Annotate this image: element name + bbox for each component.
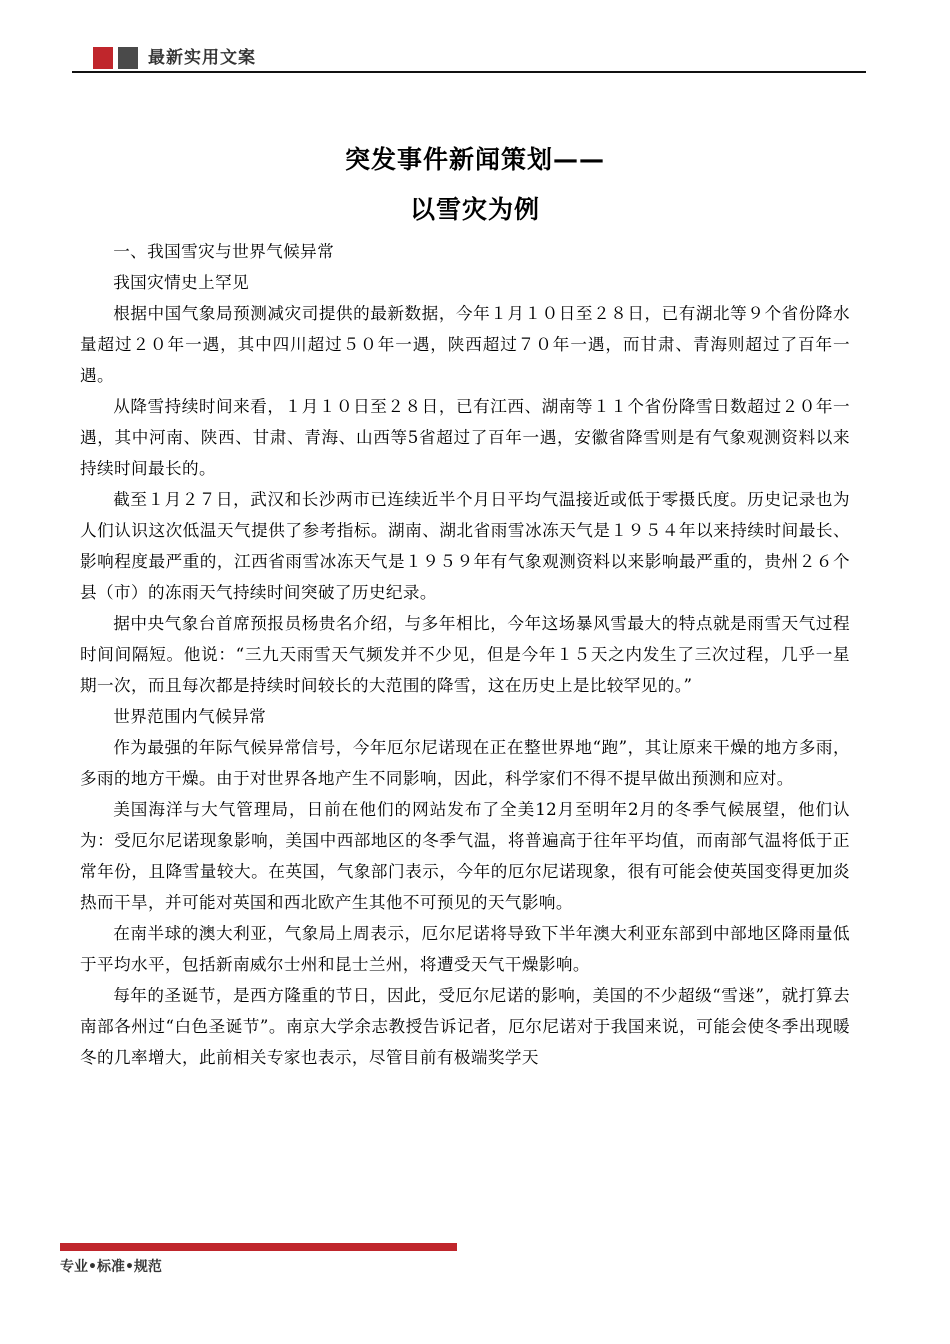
document-title-line-1: 突发事件新闻策划—— — [344, 145, 605, 174]
paragraph: 每年的圣诞节，是西方隆重的节日，因此，受厄尔尼诺的影响，美国的不少超级“雪迷”，就打算去南部各州过“白色圣诞节”。南京大学余志教授告诉记者，厄尔尼诺对于我国来说，可能会使冬季出现暖冬的几率增大，此前相关专家也表示，尽管目前有极端奖学天 — [80, 986, 850, 1067]
paragraph: 在南半球的澳大利亚，气象局上周表示，厄尔尼诺将导致下半年澳大利亚东部到中部地区降雨量低于平均水平，包括新南威尔士州和昆士兰州，将遭受天气干燥影响。 — [80, 924, 850, 974]
footer-text: 专业•标准•规范 — [60, 1259, 162, 1275]
header-gray-block — [118, 47, 138, 69]
paragraph: 从降雪持续时间来看，１月１０日至２８日，已有江西、湖南等１１个省份降雪日数超过２０年一遇，其中河南、陕西、甘肃、青海、山西等5省超过了百年一遇，安徽省降雪则是有气象观测资料以来持续时间最长的。 — [80, 397, 850, 478]
paragraph: 根据中国气象局预测减灾司提供的最新数据，今年１月１０日至２８日，已有湖北等９个省份降水量超过２０年一遇，其中四川超过５０年一遇，陕西超过７０年一遇，而甘肃、青海则超过了百年一遇。 — [80, 304, 850, 385]
footer-red-bar — [60, 1243, 457, 1251]
document-body — [80, 236, 850, 1073]
subheading: 我国灾情史上罕见 — [113, 273, 250, 292]
subheading: 世界范围内气候异常 — [113, 707, 267, 726]
document-title-line-2: 以雪灾为例 — [409, 195, 540, 224]
paragraph: 截至１月２７日，武汉和长沙两市已连续近半个月日平均气温接近或低于零摄氏度。历史记录也为人们认识这次低温天气提供了参考指标。湖南、湖北省雨雪冰冻天气是１９５４年以来持续时间最长、影响程度最严重的，江西省雨雪冰冻天气是１９５９年有气象观测资料以来影响最严重的，贵州２６个县（市）的冻雨天气持续时间突破了历史纪录。 — [80, 490, 850, 602]
paragraph: 美国海洋与大气管理局，日前在他们的网站发布了全美12月至明年2月的冬季气候展望，他们认为：受厄尔尼诺现象影响，美国中西部地区的冬季气温，将普遍高于往年平均值，而南部气温将低于正常年份，且降雪量较大。在英国，气象部门表示，今年的厄尔尼诺现象，很有可能会使英国变得更加炎热而干旱，并可能对英国和西北欧产生其他不可预见的天气影响。 — [80, 800, 850, 912]
header-title: 最新实用文案 — [148, 48, 256, 68]
header-red-block — [93, 47, 113, 69]
paragraph: 作为最强的年际气候异常信号，今年厄尔尼诺现在正在整世界地“跑”，其让原来干燥的地方多雨，多雨的地方干燥。由于对世界各地产生不同影响，因此，科学家们不得不提早做出预测和应对。 — [80, 738, 850, 788]
header-rule — [72, 71, 866, 73]
section-heading: 一、我国雪灾与世界气候异常 — [113, 242, 335, 261]
paragraph: 据中央气象台首席预报员杨贵名介绍，与多年相比，今年这场暴风雪最大的特点就是雨雪天气过程时间间隔短。他说：“三九天雨雪天气频发并不少见，但是今年１５天之内发生了三次过程，几乎一星期一次，而且每次都是持续时间较长的大范围的降雪，这在历史上是比较罕见的。” — [80, 614, 850, 695]
